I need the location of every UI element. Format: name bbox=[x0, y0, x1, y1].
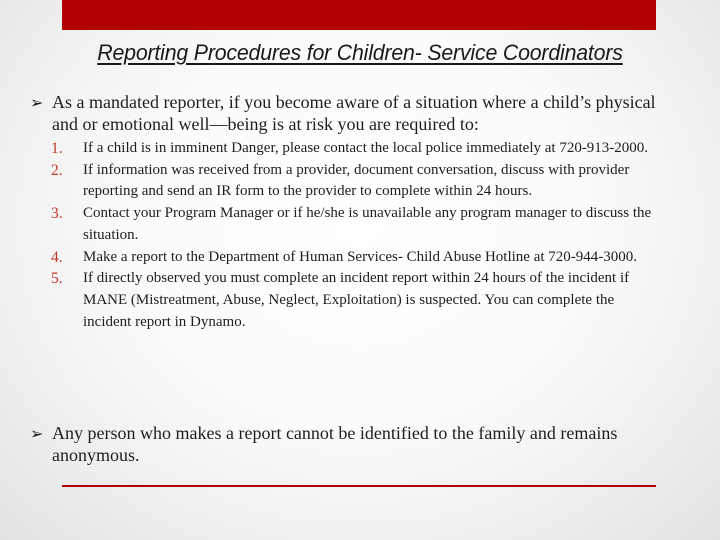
bullet-text: As a mandated reporter, if you become aware of a situation where a child’s physical and or emotional well—being is at risk you are required to: bbox=[52, 92, 656, 134]
step-text: If directly observed you must complete an incident report within 24 hours of the incident if MANE (Mistreatment, Abuse, Neglect, Exploitation) is suspected. You can complete the incident report in Dynamo. bbox=[83, 270, 630, 330]
bullet-text: Any person who makes a report cannot be identified to the family and remains anonymous. bbox=[52, 423, 618, 465]
step-text: If information was received from a provider, document conversation, discuss with provider reporting and send an IR form to the provider to complete within 24 hours. bbox=[83, 161, 630, 200]
bottom-divider bbox=[62, 485, 656, 487]
list-item bbox=[51, 160, 661, 203]
arrow-bullet-icon: ➢ bbox=[30, 93, 44, 112]
list-item bbox=[51, 268, 661, 333]
bullet-item-anonymity bbox=[30, 423, 670, 466]
step-number: 2. bbox=[51, 161, 63, 179]
step-number: 4. bbox=[51, 248, 63, 266]
procedure-steps-list bbox=[51, 138, 661, 333]
bullet-item-mandated-reporter bbox=[30, 92, 670, 135]
arrow-bullet-icon: ➢ bbox=[30, 424, 44, 443]
step-number: 1. bbox=[51, 140, 63, 157]
step-number: 3. bbox=[51, 205, 63, 223]
list-item bbox=[51, 138, 661, 160]
list-item bbox=[51, 247, 661, 269]
top-accent-bar bbox=[62, 0, 656, 30]
step-text: If a child is in imminent Danger, please contact the local police immediately at 720-913-2000. bbox=[83, 140, 649, 156]
step-text: Contact your Program Manager or if he/she is unavailable any program manager to discuss the situation. bbox=[83, 205, 652, 243]
step-text: Make a report to the Department of Human Services- Child Abuse Hotline at 720-944-3000. bbox=[83, 248, 638, 265]
slide-title: Reporting Procedures for Children- Service Coordinators bbox=[97, 40, 623, 65]
step-number: 5. bbox=[51, 270, 63, 288]
list-item bbox=[51, 203, 661, 246]
